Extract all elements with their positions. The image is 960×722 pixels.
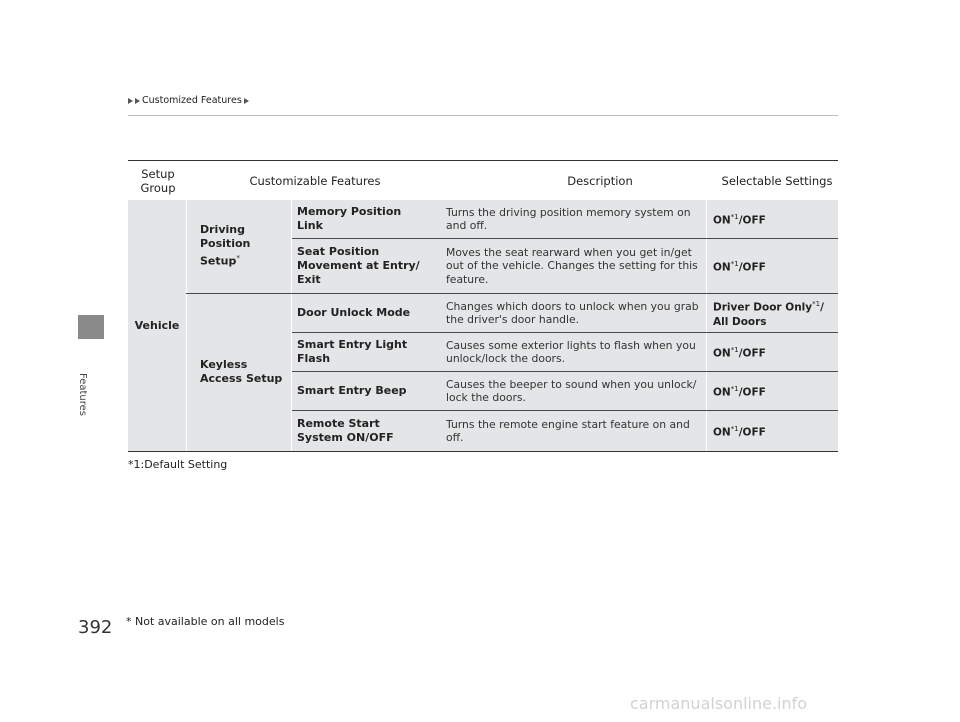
page-number: 392 (78, 617, 113, 638)
feature-memory-position-link: Memory Position Link (297, 205, 402, 232)
settings-table (128, 200, 838, 452)
selectable-setting: ON$^{*1}$/OFF (713, 213, 766, 227)
selectable-setting: ON$^{*1}$/OFF (713, 385, 766, 399)
breadcrumb-link[interactable]: Customized Features (142, 95, 242, 106)
header-rule (128, 115, 838, 116)
header-selectable-settings: Selectable Settings (721, 174, 833, 188)
subgroup-driving-position: Driving Position Setup* (200, 223, 251, 268)
breadcrumb-arrow-icon (128, 98, 133, 104)
selectable-setting: ON$^{*1}$/OFF (713, 425, 766, 439)
selectable-setting: Driver Door Only$^{*1}$/ All Doors (713, 300, 824, 328)
breadcrumb (128, 95, 249, 106)
breadcrumb-arrow-icon (244, 98, 249, 104)
selectable-setting: ON$^{*1}$/OFF (713, 260, 766, 274)
default-setting-footnote: *1:Default Setting (128, 458, 228, 471)
description: Changes which doors to unlock when you grab the driver's door handle. (446, 299, 699, 326)
feature-smart-entry-beep: Smart Entry Beep (297, 384, 407, 397)
watermark: carmanualsonline.info (630, 694, 808, 713)
section-label: Features (77, 373, 88, 416)
header-description: Description (567, 174, 633, 188)
header-setup-group: Setup Group (140, 167, 176, 195)
feature-seat-position-movement: Seat Position Movement at Entry/ Exit (297, 245, 420, 286)
description: Causes the beeper to sound when you unlock/ lock the doors. (446, 377, 697, 404)
feature-smart-entry-light-flash: Smart Entry Light Flash (297, 338, 408, 365)
description: Turns the driving position memory system on and off. (446, 205, 691, 232)
selectable-setting: ON$^{*1}$/OFF (713, 346, 766, 360)
availability-note: * Not available on all models (126, 615, 285, 628)
table-header (128, 160, 838, 201)
description: Causes some exterior lights to flash when you unlock/lock the doors. (446, 338, 696, 365)
header-customizable-features: Customizable Features (249, 174, 381, 188)
breadcrumb-arrow-icon (135, 98, 140, 104)
description: Moves the seat rearward when you get in/get out of the vehicle. Changes the setting for this feature. (446, 245, 698, 286)
subgroup-keyless-access: Keyless Access Setup (200, 358, 283, 385)
section-tab (78, 315, 104, 339)
feature-remote-start-system: Remote Start System ON/OFF (297, 417, 394, 444)
description: Turns the remote engine start feature on and off. (446, 417, 690, 444)
column-divider (186, 200, 187, 451)
feature-door-unlock-mode: Door Unlock Mode (297, 306, 411, 319)
setup-group-vehicle: Vehicle (134, 318, 180, 332)
